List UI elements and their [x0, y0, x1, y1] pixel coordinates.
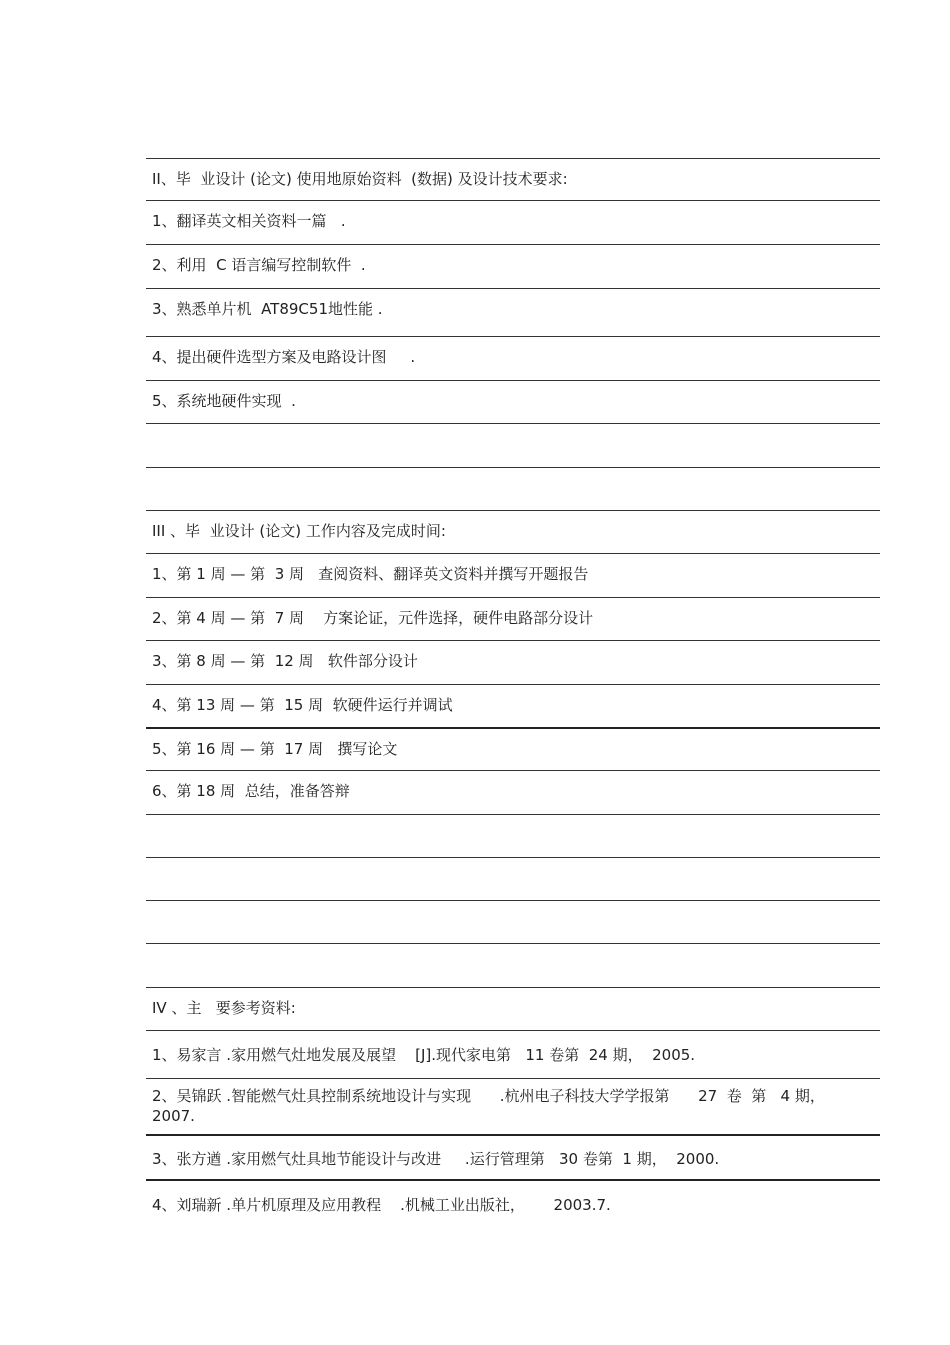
section2-heading: II、毕 业设计 (论文) 使用地原始资料 (数据) 及设计技术要求: — [146, 158, 880, 200]
reference-item-4: 4、刘瑞新 .单片机原理及应用教程 .机械工业出版社， 2003.7. — [146, 1179, 880, 1224]
reference-item-2: 2、吴锦跃 .智能燃气灶具控制系统地设计与实现 .杭州电子科技大学学报第 27 卷 第 4 期， 2007. — [146, 1078, 880, 1134]
section2-item-5: 5、系统地硬件实现 . — [146, 380, 880, 423]
section3-item-1: 1、第 1 周 — 第 3 周 查阅资料、翻译英文资料并撰写开题报告 — [146, 553, 880, 597]
blank-row — [146, 900, 880, 943]
section3-item-6: 6、第 18 周 总结，准备答辩 — [146, 770, 880, 814]
reference-item-1: 1、易家言 .家用燃气灶地发展及展望 [J].现代家电第 11 卷第 24 期， 2005. — [146, 1030, 880, 1078]
blank-row — [146, 943, 880, 987]
task-form — [146, 158, 880, 1224]
section2-item-2: 2、利用 C 语言编写控制软件 . — [146, 244, 880, 288]
reference-item-3: 3、张方遒 .家用燃气灶具地节能设计与改进 .运行管理第 30 卷第 1 期， 2000. — [146, 1134, 880, 1179]
section3-item-4: 4、第 13 周 — 第 15 周 软硬件运行并调试 — [146, 684, 880, 727]
section3-item-3: 3、第 8 周 — 第 12 周 软件部分设计 — [146, 640, 880, 684]
section3-item-2: 2、第 4 周 — 第 7 周 方案论证，元件选择，硬件电路部分设计 — [146, 597, 880, 640]
section2-item-3: 3、熟悉单片机 AT89C51地性能 . — [146, 288, 880, 336]
section4-heading: IV 、主 要参考资料: — [146, 987, 880, 1030]
section3-item-5: 5、第 16 周 — 第 17 周 撰写论文 — [146, 727, 880, 770]
section2-item-1: 1、翻译英文相关资料一篇 . — [146, 200, 880, 244]
blank-row — [146, 423, 880, 467]
section3-heading: III 、毕 业设计 (论文) 工作内容及完成时间: — [146, 510, 880, 553]
blank-row — [146, 814, 880, 857]
blank-row — [146, 857, 880, 900]
section2-item-4: 4、提出硬件选型方案及电路设计图 . — [146, 336, 880, 380]
blank-row — [146, 467, 880, 510]
